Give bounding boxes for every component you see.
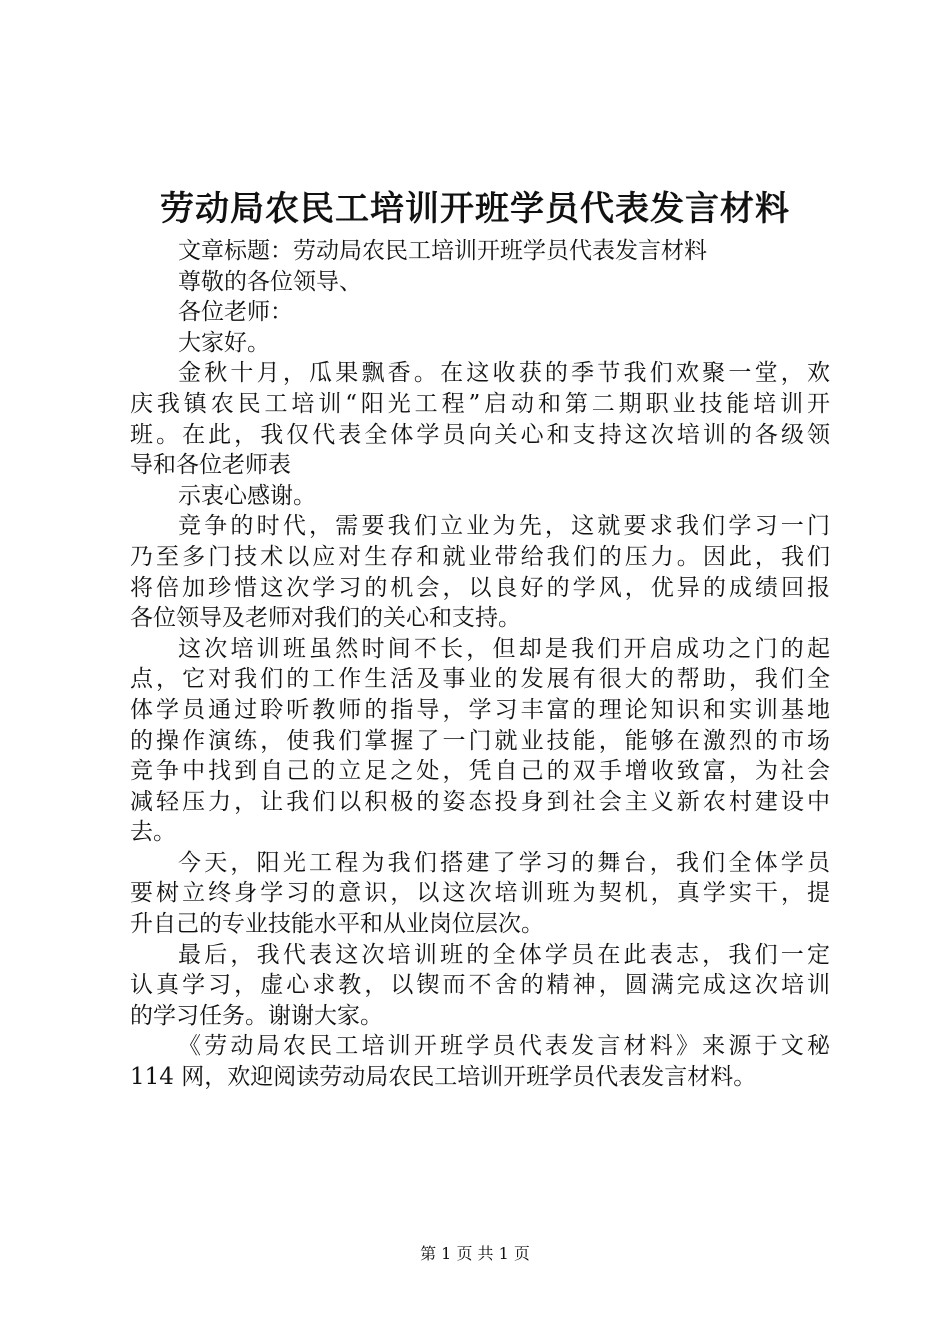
body-line: 示衷心感谢。 <box>178 482 316 509</box>
body-line: 大家好。 <box>178 329 270 356</box>
body-line: 114 网，欢迎阅读劳动局农民工培训开班学员代表发言材料。 <box>130 1064 757 1091</box>
body-line: 减轻压力，让我们以积极的姿态投身到社会主义新农村建设中 <box>130 788 830 815</box>
body-line: 尊敬的各位领导、 <box>178 268 362 295</box>
body-line: 将倍加珍惜这次学习的机会，以良好的学风，优异的成绩回报 <box>130 574 830 601</box>
body-line: 最后，我代表这次培训班的全体学员在此表志，我们一定 <box>178 941 830 968</box>
body-line: 庆我镇农民工培训“阳光工程”启动和第二期职业技能培训开 <box>130 390 830 417</box>
body-line: 金秋十月，瓜果飘香。在这收获的季节我们欢聚一堂，欢 <box>178 360 830 387</box>
body-line: 各位领导及老师对我们的关心和支持。 <box>130 605 521 632</box>
body-line: 竞争中找到自己的立足之处，凭自己的双手增收致富，为社会 <box>130 758 830 785</box>
page-footer: 第 1 页 共 1 页 <box>420 1244 530 1263</box>
body-line: 的学习任务。谢谢大家。 <box>130 1002 383 1029</box>
body-line: 去。 <box>130 819 176 846</box>
body-line: 竞争的时代，需要我们立业为先，这就要求我们学习一门 <box>178 513 830 540</box>
body-line: 点，它对我们的工作生活及事业的发展有很大的帮助，我们全 <box>130 666 830 693</box>
document-body <box>130 236 830 1093</box>
body-line: 班。在此，我仅代表全体学员向关心和支持这次培训的各级领 <box>130 421 830 448</box>
document-title: 劳动局农民工培训开班学员代表发言材料 <box>160 189 790 229</box>
body-line: 各位老师： <box>178 299 293 326</box>
body-line: 这次培训班虽然时间不长，但却是我们开启成功之门的起 <box>178 635 830 662</box>
body-line: 导和各位老师表 <box>130 452 291 479</box>
body-line: 体学员通过聆听教师的指导，学习丰富的理论知识和实训基地 <box>130 696 830 723</box>
body-line: 要树立终身学习的意识，以这次培训班为契机，真学实干，提 <box>130 880 830 907</box>
body-line: 今天，阳光工程为我们搭建了学习的舞台，我们全体学员 <box>178 849 830 876</box>
body-line: 文章标题：劳动局农民工培训开班学员代表发言材料 <box>178 238 707 264</box>
body-line: 升自己的专业技能水平和从业岗位层次。 <box>130 911 544 938</box>
body-line: 《劳动局农民工培训开班学员代表发言材料》来源于文秘 <box>178 1033 830 1060</box>
body-line: 认真学习，虚心求教，以锲而不舍的精神，圆满完成这次培训 <box>130 972 830 999</box>
body-line: 乃至多门技术以应对生存和就业带给我们的压力。因此，我们 <box>130 543 830 570</box>
body-line: 的操作演练，使我们掌握了一门就业技能，能够在激烈的市场 <box>130 727 830 754</box>
